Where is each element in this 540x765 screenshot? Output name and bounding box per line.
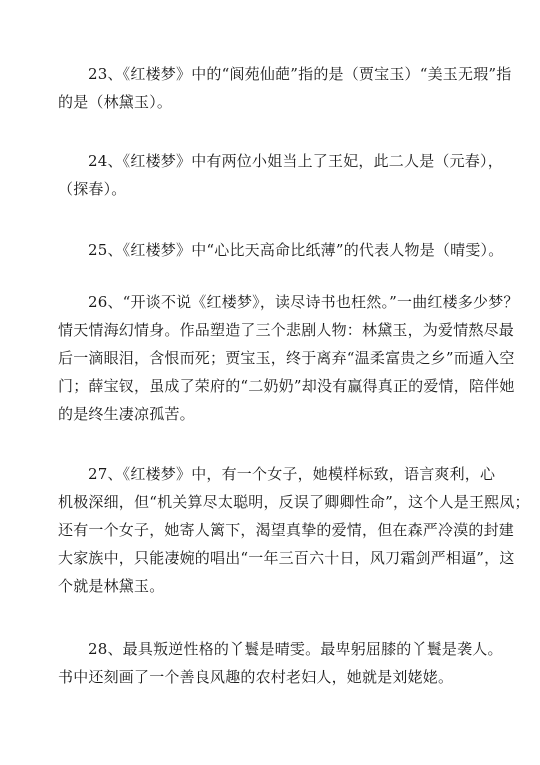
text-line: 23、《红楼梦》中的“阆苑仙葩”指的是（贾宝玉）“美玉无瑕”指 bbox=[88, 65, 512, 83]
text-line: 的是（林黛玉）。 bbox=[58, 93, 173, 111]
text-line: 情天情海幻情身。作品塑造了三个悲剧人物：林黛玉，为爱情熬尽最 bbox=[58, 321, 515, 339]
text-line: 24、《红楼梦》中有两位小姐当上了王妃，此二人是（元春）， bbox=[88, 152, 503, 170]
text-line: 书中还刻画了一个善良风趣的农村老妇人，她就是刘姥姥。 bbox=[58, 668, 454, 686]
question-27 bbox=[58, 460, 530, 600]
text-line: 的是终生凄凉孤苦。 bbox=[58, 405, 195, 423]
text-line: 27、《红楼梦》中，有一个女子，她模样标致，语言爽利，心 bbox=[88, 465, 496, 483]
question-26 bbox=[58, 288, 519, 428]
question-25 bbox=[58, 236, 504, 264]
question-28 bbox=[58, 635, 503, 691]
text-line: 门；薛宝钗，虽成了荣府的“二奶奶”却没有赢得真正的爱情，陪伴她 bbox=[58, 377, 515, 395]
text-line: 26、“开谈不说《红楼梦》，读尽诗书也枉然。”一曲红楼多少梦？ bbox=[88, 293, 519, 311]
text-line: 25、《红楼梦》中“心比天高命比纸薄”的代表人物是（晴雯）。 bbox=[88, 241, 504, 259]
text-line: 28、最具叛逆性格的丫鬟是晴雯。最卑躬屈膝的丫鬟是袭人。 bbox=[88, 640, 503, 658]
text-line: 还有一个女子，她寄人篱下，渴望真挚的爱情，但在森严冷漠的封建 bbox=[58, 521, 515, 539]
text-line: 大家族中，只能凄婉的唱出“一年三百六十日，风刀霜剑严相逼”，这 bbox=[58, 549, 515, 567]
question-24 bbox=[58, 147, 503, 203]
text-line: 机极深细，但“机关算尽太聪明，反误了卿卿性命”，这个人是王熙凤； bbox=[58, 493, 530, 511]
question-23 bbox=[58, 60, 512, 116]
text-line: 后一滴眼泪，含恨而死；贾宝玉，终于离弃“温柔富贵之乡”而遁入空 bbox=[58, 349, 515, 367]
text-line: 个就是林黛玉。 bbox=[58, 577, 165, 595]
text-line: （探春）。 bbox=[58, 180, 127, 198]
